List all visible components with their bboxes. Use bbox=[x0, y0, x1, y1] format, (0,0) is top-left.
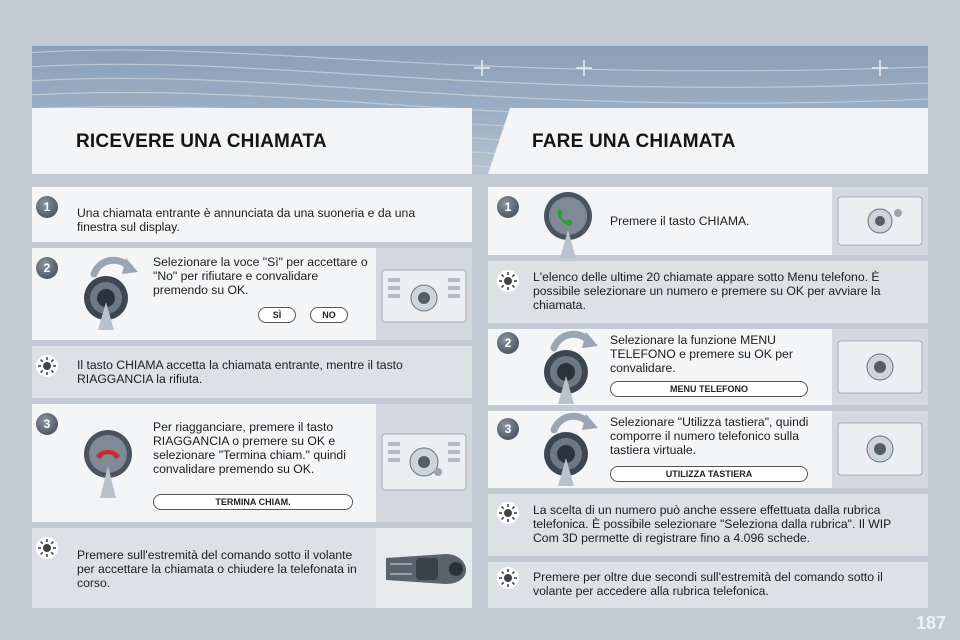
right-tip1-text: L'elenco delle ultime 20 chiamate appare sotto Menu telefono. È possibile selezionare un numero e premere su OK per avviare la chiamata. bbox=[533, 270, 881, 312]
left-tip2-text: Premere sull'estremità del comando sotto il volante per accettare la chiamata o chiudere la telefonata in corso. bbox=[77, 548, 357, 590]
right-tip1-marker bbox=[497, 270, 519, 292]
yes-option[interactable]: SÌ bbox=[258, 307, 296, 323]
left-step2-number: 2 bbox=[36, 257, 58, 279]
tip-sun-icon bbox=[497, 270, 519, 292]
radio-unit-icon bbox=[832, 329, 928, 405]
radio-unit-image-2 bbox=[376, 404, 472, 522]
right-tip2-text: La scelta di un numero può anche essere effettuata dalla rubrica telefonica. È possibile selezionare "Seleziona dalla rubrica". Il WIP Com 3D permette di registrare fino a 4.096 schede. bbox=[533, 503, 891, 545]
end-call-button[interactable]: TERMINA CHIAM. bbox=[153, 494, 353, 510]
menu-telefono-button[interactable]: MENU TELEFONO bbox=[610, 381, 808, 397]
tip-sun-icon bbox=[497, 502, 519, 524]
radio-unit-icon bbox=[376, 248, 472, 340]
right-step1-text: Premere il tasto CHIAMA. bbox=[610, 214, 750, 228]
utilizza-tastiera-button[interactable]: UTILIZZA TASTIERA bbox=[610, 466, 808, 482]
right-tip3-text: Premere per oltre due secondi sull'estremità del comando sotto il volante per accedere alla rubrica telefonica. bbox=[533, 570, 883, 598]
right-tip3-marker bbox=[497, 567, 519, 589]
right-step3-number: 3 bbox=[497, 418, 519, 440]
left-step1-number: 1 bbox=[36, 196, 58, 218]
radio-unit-icon bbox=[832, 187, 928, 255]
left-step1-text: Una chiamata entrante è annunciata da una suoneria e da una finestra sul display. bbox=[77, 206, 416, 234]
rotary-knob-icon bbox=[536, 408, 602, 486]
no-option[interactable]: NO bbox=[310, 307, 348, 323]
rotary-knob-icon bbox=[536, 326, 602, 404]
steering-stalk-image bbox=[376, 528, 472, 608]
hangup-button-icon bbox=[78, 426, 138, 500]
rotary-knob-icon bbox=[76, 252, 142, 332]
steering-stalk-icon bbox=[376, 528, 472, 608]
left-tip1-text: Il tasto CHIAMA accetta la chiamata entrante, mentre il tasto RIAGGANCIA la rifiuta. bbox=[77, 358, 403, 386]
radio-unit-icon bbox=[832, 411, 928, 488]
tip-sun-icon bbox=[497, 567, 519, 589]
right-step3-text: Selezionare "Utilizza tastiera", quindi comporre il numero telefonico sulla tastiera virtuale. bbox=[610, 415, 809, 457]
right-step2-number: 2 bbox=[497, 332, 519, 354]
left-step3-text: Per riagganciare, premere il tasto RIAGGANCIA o premere su OK e selezionare "Termina chiam." quindi convalidare premendo su OK. bbox=[153, 420, 346, 476]
right-radio-unit-image-3 bbox=[832, 411, 928, 488]
tip-sun-icon bbox=[36, 355, 58, 377]
left-step2-text: Selezionare la voce "Sì" per accettare o "No" per rifiutare e convalidare premendo su OK. bbox=[153, 255, 368, 297]
page-number: 187 bbox=[915, 613, 946, 633]
radio-unit-image bbox=[376, 248, 472, 340]
tip-sun-icon bbox=[36, 537, 58, 559]
right-radio-unit-image-2 bbox=[832, 329, 928, 405]
right-section-title: FARE UNA CHIAMATA bbox=[532, 131, 736, 152]
left-section-title: RICEVERE UNA CHIAMATA bbox=[76, 131, 327, 152]
right-radio-unit-image bbox=[832, 187, 928, 255]
left-step3-number: 3 bbox=[36, 413, 58, 435]
right-step1-number: 1 bbox=[497, 196, 519, 218]
right-tip2-marker bbox=[497, 502, 519, 524]
call-button-icon bbox=[536, 190, 600, 258]
left-tip1-marker bbox=[36, 355, 58, 377]
left-tip2-marker bbox=[36, 537, 58, 559]
right-step2-text: Selezionare la funzione MENU TELEFONO e premere su OK per convalidare. bbox=[610, 333, 793, 375]
radio-unit-icon bbox=[376, 404, 472, 522]
